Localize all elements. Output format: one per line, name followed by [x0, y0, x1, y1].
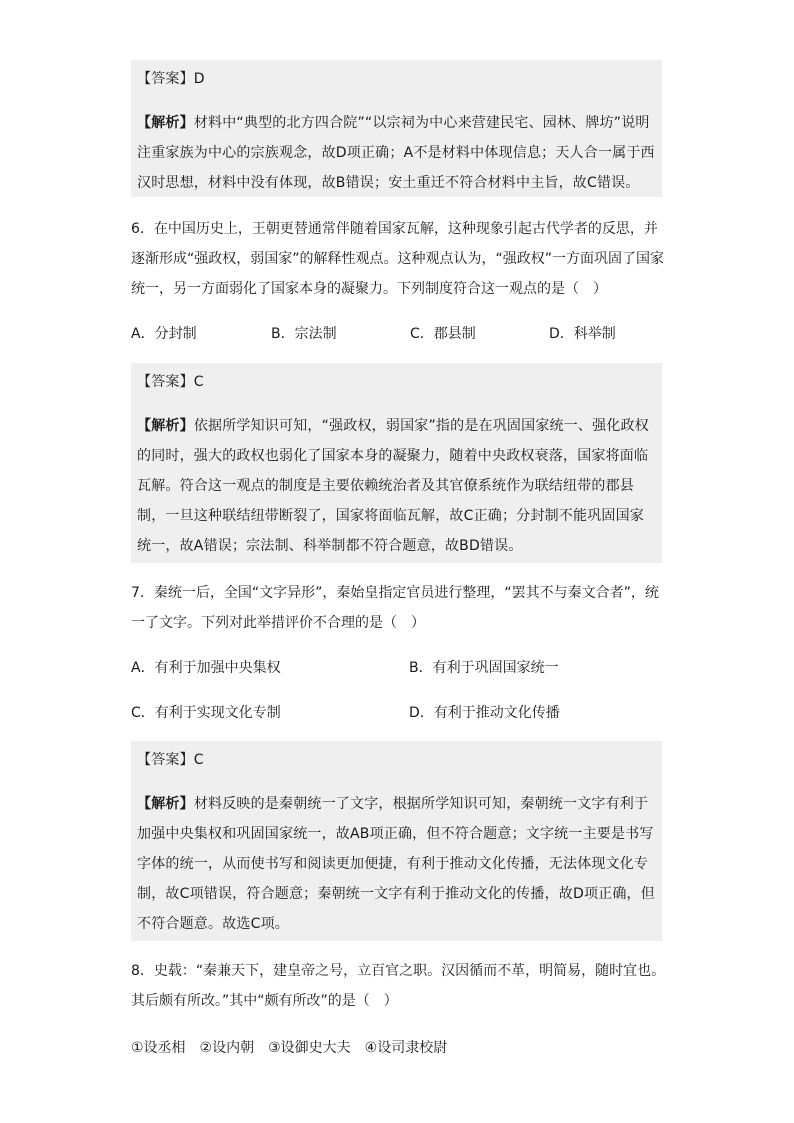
option-d: D．科举制 [549, 326, 616, 342]
option-a: A．有利于加强中央集权 [131, 660, 281, 676]
answer-block-6 [131, 363, 662, 563]
answer-label: 【答案】D [137, 71, 205, 87]
explanation-body: 依据所学知识可知，“强政权，弱国家”指的是在巩固国家统一、强化政权的同时，强大的政权也弱化了国家本身的凝聚力，随着中央政权衰落，国家将面临瓦解。符合这一观点的制度是主要依赖统治者及其官僚系统作为联结纽带的郡县制，一旦这种联结纽带断裂了，国家将面临瓦解，故C正确；分封制不能巩固国家统一，故A错误；宗法制、科举制都不符合题意，故BD错误。 [137, 418, 649, 554]
explanation-label: 【解析】 [137, 115, 194, 131]
question-6: 6．在中国历史上，王朝更替通常伴随着国家瓦解，这种现象引起古代学者的反思，并逐渐形成“强政权，弱国家”的解释性观点。这种观点认为，“强政权”一方面巩固了国家统一，另一方面弱化了国家本身的凝聚力。下列制度符合这一观点的是（ ） [131, 221, 665, 297]
option-b: B．宗法制 [271, 326, 337, 342]
option-a: A．分封制 [131, 326, 197, 342]
option-d: D．有利于推动文化传播 [409, 705, 560, 721]
explanation-label: 【解析】 [137, 796, 194, 812]
option-c: C．有利于实现文化专制 [131, 705, 281, 721]
explanation-text [137, 108, 656, 198]
explanation-body: 材料中“典型的北方四合院”“以宗祠为中心来营建民宅、园林、牌坊”说明注重家族为中心的宗族观念，故D项正确；A不是材料中体现信息；天人合一属于西汉时思想，材料中没有体现，故B错误；安土重迁不符合材料中主旨，故C错误。 [137, 115, 655, 191]
answer-block-7 [131, 741, 662, 941]
explanation-text [137, 789, 656, 939]
question-7: 7．秦统一后，全国“文字异形”，秦始皇指定官员进行整理，“罢其不与秦文合者”，统一了文字。下列对此举措评价不合理的是（ ） [131, 585, 659, 631]
question-8-items: ①设丞相 ②设内朝 ③设御史大夫 ④设司隶校尉 [131, 1040, 448, 1056]
option-c: C．郡县制 [410, 326, 476, 342]
explanation-body: 材料反映的是秦朝统一了文字，根据所学知识可知，秦朝统一文字有利于加强中央集权和巩固国家统一，故AB项正确，但不符合题意；文字统一主要是书写字体的统一，从而使书写和阅读更加便捷，有利于推动文化传播，无法体现文化专制，故C项错误，符合题意；秦朝统一文字有利于推动文化的传播，故D项正确，但不符合题意。故选C项。 [137, 796, 655, 932]
question-8: 8．史载：“秦兼天下，建皇帝之号，立百官之职。汉因循而不革，明简易，随时宜也。其后颇有所改。”其中“颇有所改”的是（ ） [131, 963, 666, 1009]
explanation-text [137, 411, 656, 561]
answer-label: 【答案】C [137, 374, 204, 390]
answer-block-5 [131, 60, 662, 197]
answer-label: 【答案】C [137, 752, 204, 768]
explanation-label: 【解析】 [137, 418, 194, 434]
option-b: B．有利于巩固国家统一 [409, 660, 559, 676]
